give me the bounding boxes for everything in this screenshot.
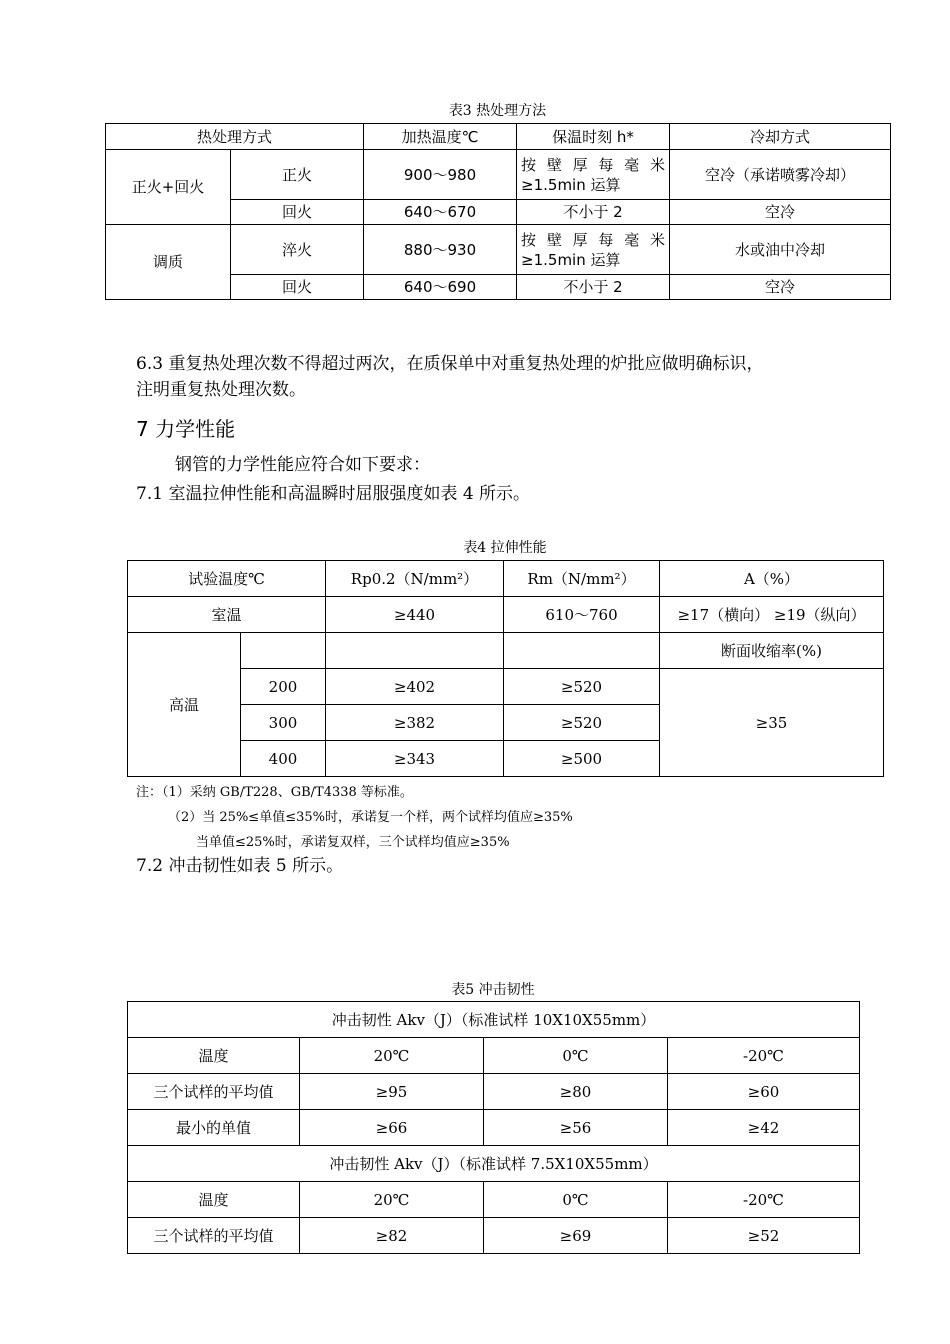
table3-cell: 回火 xyxy=(231,275,364,300)
table5-cell: ≥42 xyxy=(668,1110,860,1146)
para-6-3-line2: 注明重复热处理次数。 xyxy=(136,380,306,400)
section-7-title: 7 力学性能 xyxy=(136,417,236,441)
table4-reduction-value: ≥35 xyxy=(660,669,884,777)
table4-cell-empty xyxy=(504,633,660,669)
table3-header-hold: 保温时刻 h* xyxy=(517,124,670,150)
table5-cell: 20℃ xyxy=(300,1038,484,1074)
para-7-1: 7.1 室温拉伸性能和高温瞬时屈服强度如表 4 所示。 xyxy=(136,484,531,504)
para-6-3-line1: 6.3 重复热处理次数不得超过两次，在质保单中对重复热处理的炉批应做明确标识， xyxy=(136,354,764,374)
table3-cell: 不小于 2 xyxy=(517,200,670,225)
table3-cell: 900～980 xyxy=(364,150,517,200)
table4-room-label: 室温 xyxy=(128,597,326,633)
table3-group-quench-temper: 调质 xyxy=(106,225,231,300)
table5-impact xyxy=(127,1001,860,1254)
table3-header-cool: 冷却方式 xyxy=(670,124,891,150)
table3-cell: 640～670 xyxy=(364,200,517,225)
table3-cell: 正火 xyxy=(231,150,364,200)
table4-cell: 400 xyxy=(241,741,326,777)
para-7-intro: 钢管的力学性能应符合如下要求： xyxy=(175,455,430,475)
table4-reduction-header: 断面收缩率(%) xyxy=(660,633,884,669)
table5-temp-label: 温度 xyxy=(128,1182,300,1218)
table4-header-a: A（%） xyxy=(660,561,884,597)
table3-cell: 空冷 xyxy=(670,275,891,300)
table3-cell: 空冷（承诺喷雾冷却） xyxy=(670,150,891,200)
table4-cell: ≥440 xyxy=(326,597,504,633)
table3-heat-treatment xyxy=(105,123,891,300)
table5-cell: -20℃ xyxy=(668,1038,860,1074)
table4-cell-empty xyxy=(241,633,326,669)
table5-caption: 表5 冲击韧性 xyxy=(451,982,535,998)
table4-cell-empty xyxy=(326,633,504,669)
table3-caption: 表3 热处理方法 xyxy=(448,103,547,119)
table5-cell: ≥82 xyxy=(300,1218,484,1254)
table3-cell xyxy=(517,225,670,275)
table4-caption: 表4 拉伸性能 xyxy=(463,540,547,556)
table4-tensile xyxy=(127,560,884,777)
table4-cell: ≥500 xyxy=(504,741,660,777)
table5-cell: ≥95 xyxy=(300,1074,484,1110)
table4-cell: 610～760 xyxy=(504,597,660,633)
para-7-2: 7.2 冲击韧性如表 5 所示。 xyxy=(136,856,344,876)
table4-cell: ≥382 xyxy=(326,705,504,741)
table4-cell: 200 xyxy=(241,669,326,705)
table4-cell: 300 xyxy=(241,705,326,741)
table5-min-label: 最小的单值 xyxy=(128,1110,300,1146)
table4-cell: ≥17（横向） ≥19（纵向） xyxy=(660,597,884,633)
table5-cell: 0℃ xyxy=(484,1038,668,1074)
table5-cell: -20℃ xyxy=(668,1182,860,1218)
table5-title-1: 冲击韧性 Akv（J）（标准试样 10X10X55mm） xyxy=(128,1002,860,1038)
table3-cell: 880～930 xyxy=(364,225,517,275)
table3-cell: 淬火 xyxy=(231,225,364,275)
table4-header-rp: Rp0.2（N/mm²） xyxy=(326,561,504,597)
note-1: 注：（1）采纳 GB/T228、GB/T4338 等标准。 xyxy=(136,785,413,800)
table4-cell: ≥520 xyxy=(504,705,660,741)
table3-cell: 不小于 2 xyxy=(517,275,670,300)
table3-header-temp: 加热温度℃ xyxy=(364,124,517,150)
table5-avg-label: 三个试样的平均值 xyxy=(128,1074,300,1110)
table3-cell: 回火 xyxy=(231,200,364,225)
note-3: 当单值≤25%时，承诺复双样，三个试样均值应≥35% xyxy=(196,835,510,850)
hold-line: ≥1.5min 运算 xyxy=(521,175,621,194)
hold-line: ≥1.5min 运算 xyxy=(521,250,621,269)
table5-avg-label: 三个试样的平均值 xyxy=(128,1218,300,1254)
hold-line: 按 壁 厚 每 毫 米 xyxy=(521,230,666,249)
table5-cell: 0℃ xyxy=(484,1182,668,1218)
table4-header-rm: Rm（N/mm²） xyxy=(504,561,660,597)
table3-group-normalize: 正火+回火 xyxy=(106,150,231,225)
note-2: （2）当 25%≤单值≤35%时，承诺复一个样，两个试样均值应≥35% xyxy=(168,810,573,825)
table4-high-label: 高温 xyxy=(128,633,241,777)
hold-line: 按 壁 厚 每 毫 米 xyxy=(521,155,666,174)
table5-cell: ≥66 xyxy=(300,1110,484,1146)
table3-header-method: 热处理方式 xyxy=(106,124,364,150)
table3-cell: 空冷 xyxy=(670,200,891,225)
table3-cell xyxy=(517,150,670,200)
table3-cell: 水或油中冷却 xyxy=(670,225,891,275)
table4-cell: ≥343 xyxy=(326,741,504,777)
table5-cell: ≥56 xyxy=(484,1110,668,1146)
table5-cell: ≥69 xyxy=(484,1218,668,1254)
table5-cell: ≥80 xyxy=(484,1074,668,1110)
table4-cell: ≥520 xyxy=(504,669,660,705)
table5-cell: ≥60 xyxy=(668,1074,860,1110)
table5-cell: ≥52 xyxy=(668,1218,860,1254)
table3-cell: 640～690 xyxy=(364,275,517,300)
table4-header-temp: 试验温度℃ xyxy=(128,561,326,597)
table5-cell: 20℃ xyxy=(300,1182,484,1218)
table5-temp-label: 温度 xyxy=(128,1038,300,1074)
table5-title-2: 冲击韧性 Akv（J）（标准试样 7.5X10X55mm） xyxy=(128,1146,860,1182)
table4-cell: ≥402 xyxy=(326,669,504,705)
